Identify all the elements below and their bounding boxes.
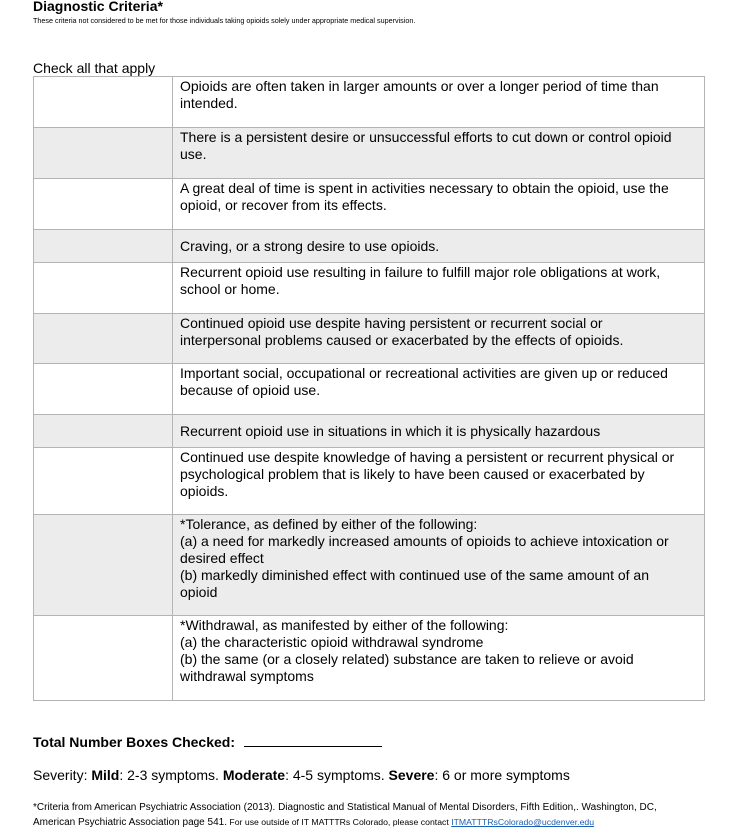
check-box[interactable] (34, 179, 173, 230)
criteria-row (34, 230, 705, 263)
criteria-row (34, 448, 705, 515)
criteria-row (34, 415, 705, 448)
criterion-text: A great deal of time is spent in activities necessary to obtain the opioid, use the opioid, or recover from its effects. (173, 179, 705, 230)
criteria-row (34, 314, 705, 364)
check-box[interactable] (34, 515, 173, 616)
page-title: Diagnostic Criteria* (33, 0, 163, 14)
criteria-row (34, 364, 705, 415)
criteria-row (34, 515, 705, 616)
check-box[interactable] (34, 448, 173, 515)
criteria-row (34, 263, 705, 314)
criteria-table (33, 76, 705, 701)
severity-moderate-label: Moderate (222, 767, 286, 783)
criteria-row (34, 77, 705, 128)
severity-severe-label: Severe (388, 767, 435, 783)
check-box[interactable] (34, 616, 173, 701)
check-box[interactable] (34, 128, 173, 179)
check-all-label: Check all that apply (33, 60, 156, 76)
criteria-row (34, 128, 705, 179)
check-box[interactable] (34, 364, 173, 415)
check-box[interactable] (34, 415, 173, 448)
criterion-text: Continued use despite knowledge of having a persistent or recurrent physical or psychological problem that is likely to have been caused or exacerbated by opioids. (173, 448, 705, 515)
severity-line: Severity: Mild: 2-3 symptoms. Moderate: 4-5 symptoms. Severe: 6 or more symptoms (33, 767, 570, 783)
criterion-text: *Withdrawal, as manifested by either of the following: (a) the characteristic opioid withdrawal syndrome (b) the same (or a closely related) substance are taken to relieve or avoid withdrawal symptoms (173, 616, 705, 701)
check-box[interactable] (34, 230, 173, 263)
total-boxes-checked (33, 733, 382, 750)
severity-mild-label: Mild (91, 767, 120, 783)
criterion-text: Craving, or a strong desire to use opioids. (173, 230, 705, 263)
contact-email-link[interactable]: ITMATTTRsColorado@ucdenver.edu (451, 817, 595, 827)
criterion-text: Continued opioid use despite having persistent or recurrent social or interpersonal problems caused or exacerbated by the effects of opioids. (173, 314, 705, 364)
criterion-text: *Tolerance, as defined by either of the following: (a) a need for markedly increased amounts of opioids to achieve intoxication or desired effect (b) markedly diminished effect with continued use of the same amount of an opioid (173, 515, 705, 616)
check-box[interactable] (34, 263, 173, 314)
subtitle: These criteria not considered to be met for those individuals taking opioids solely under appropriate medical supervision. (33, 16, 416, 25)
criteria-row (34, 616, 705, 701)
criterion-text: Recurrent opioid use in situations in which it is physically hazardous (173, 415, 705, 448)
footnote: *Criteria from American Psychiatric Association (2013). Diagnostic and Statistical Manual of Mental Disorders, Fifth Edition,. Washington, DC, American Psychiatric Association page 541. For use outside of IT MATTTRs Colorado, please contact ITMATTTRsColorado@ucdenver.edu (33, 802, 657, 828)
criterion-text: Important social, occupational or recreational activities are given up or reduced because of opioid use. (173, 364, 705, 415)
criterion-text: Opioids are often taken in larger amounts or over a longer period of time than intended. (173, 77, 705, 128)
criterion-text: There is a persistent desire or unsuccessful efforts to cut down or control opioid use. (173, 128, 705, 179)
total-input-line[interactable] (244, 733, 382, 747)
criterion-text: Recurrent opioid use resulting in failure to fulfill major role obligations at work, school or home. (173, 263, 705, 314)
total-label: Total Number Boxes Checked: (33, 734, 236, 750)
criteria-row (34, 179, 705, 230)
check-box[interactable] (34, 77, 173, 128)
check-box[interactable] (34, 314, 173, 364)
